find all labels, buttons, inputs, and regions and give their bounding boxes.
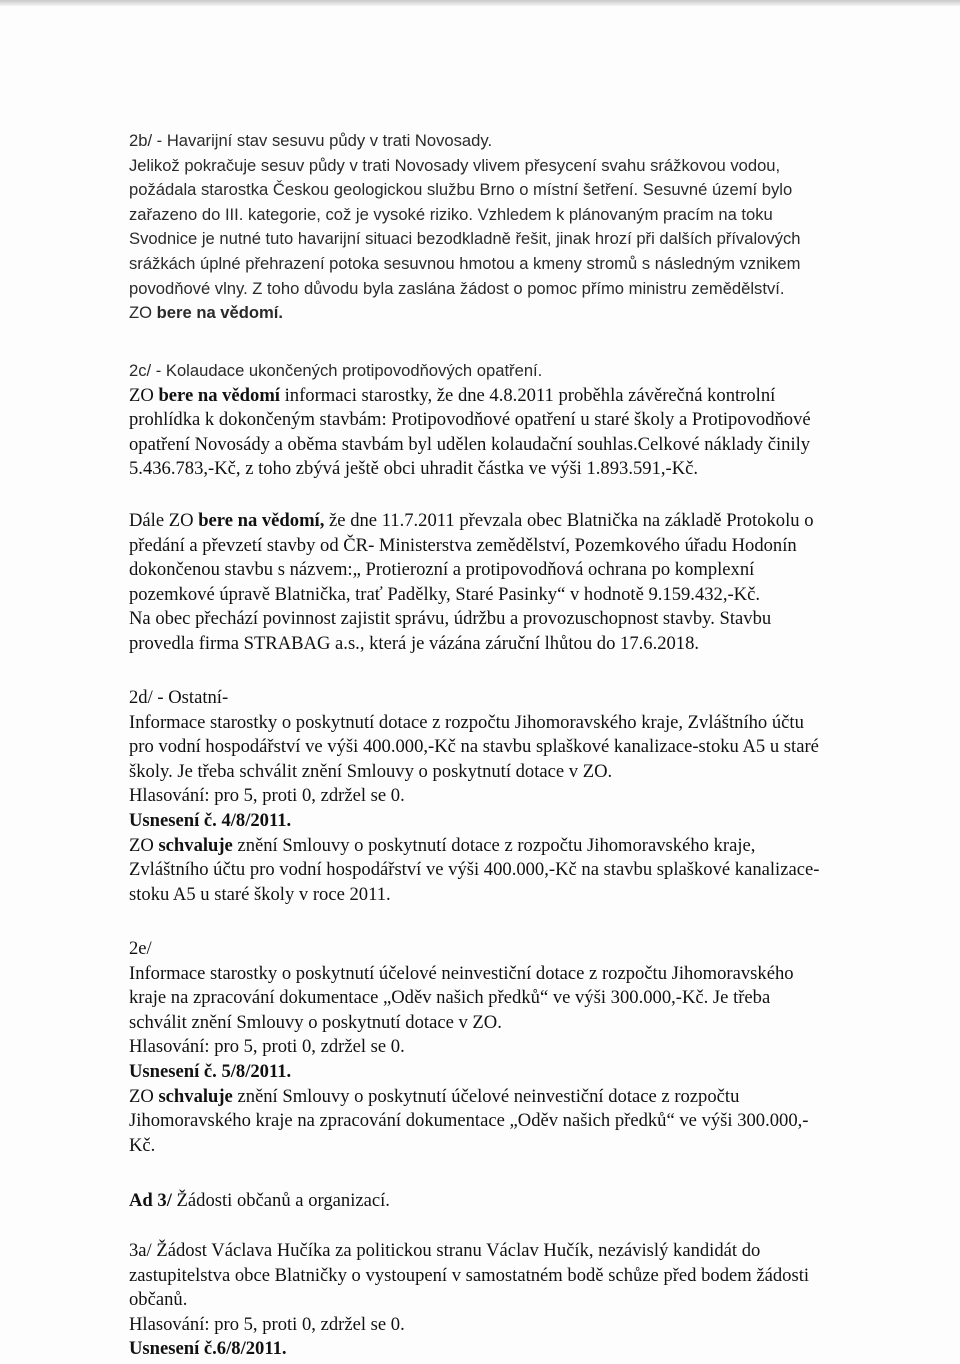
section-2d-line-5 bbox=[129, 834, 957, 859]
section-2c-line-2: prohlídka k dokončeným stavbám: Protipovodňové opatření u staré školy a Protipovodňové bbox=[129, 409, 811, 431]
section-3a-line-1: 3a/ Žádost Václava Hučíka za politickou stranu Václav Hučík, nezávislý kandidát do bbox=[129, 1240, 761, 1261]
section-2b-line-7 bbox=[129, 301, 957, 326]
section-dale-line-6: provedla firma STRABAG a.s., která je vázána záruční lhůtou do 17.6.2018. bbox=[129, 632, 700, 654]
section-2d-voting: Hlasování: pro 5, proti 0, zdržel se 0. bbox=[129, 785, 405, 807]
section-3a-line-2: zastupitelstva obce Blatničky o vystoupení v samostatném bodě schůze před bodem žádosti bbox=[129, 1264, 810, 1286]
section-2e-line-1: Informace starostky o poskytnutí účelové neinvestiční dotace z rozpočtu Jihomoravského bbox=[129, 962, 794, 984]
bold-phrase: schvaluje bbox=[158, 834, 233, 856]
section-2c-title: 2c/ - Kolaudace ukončených protipovodňových opatření. bbox=[129, 361, 543, 380]
bold-phrase: bere na vědomí bbox=[158, 384, 280, 406]
bold-phrase: bere na vědomí. bbox=[156, 303, 283, 323]
section-dale-line-2: předání a převzetí stavby od ČR- Ministerstva zemědělství, Pozemkového úřadu Hodonín bbox=[129, 534, 797, 556]
section-2d-line-2: pro vodní hospodářství ve výši 400.000,-Kč na stavbu splaškové kanalizace-stoku A5 u staré bbox=[129, 736, 819, 758]
section-2e-voting: Hlasování: pro 5, proti 0, zdržel se 0. bbox=[129, 1036, 405, 1058]
section-2b-line-1: Jelikož pokračuje sesuv půdy v trati Novosady vlivem přesycení svahu srážkovou vodou, bbox=[129, 155, 781, 175]
section-dale-line-1 bbox=[129, 509, 957, 534]
section-2e-line-6: Jihomoravského kraje na zpracování dokumentace „Oděv našich předků“ ve výši 300.000,- bbox=[129, 1110, 809, 1132]
section-2c bbox=[129, 359, 957, 482]
section-2b-line-3: zařazeno do III. kategorie, což je vysoké riziko. Vzhledem k plánovaným pracím na toku bbox=[129, 204, 773, 224]
section-2d-title: 2d/ - Ostatní- bbox=[129, 687, 229, 708]
section-2c-line-4: 5.436.783,-Kč, z toho zbývá ještě obci uhradit částka ve výši 1.893.591,-Kč. bbox=[129, 458, 699, 480]
section-2d-line-7: stoku A5 u staré školy v roce 2011. bbox=[129, 883, 391, 905]
bold-phrase: schvaluje bbox=[158, 1085, 233, 1107]
zo-label: ZO bbox=[129, 1085, 159, 1107]
section-2e-line-2: kraje na zpracování dokumentace „Oděv našich předků“ ve výši 300.000,-Kč. Je třeba bbox=[129, 987, 771, 1009]
section-3a-voting: Hlasování: pro 5, proti 0, zdržel se 0. bbox=[129, 1313, 405, 1335]
bold-phrase: bere na vědomí, bbox=[198, 510, 325, 531]
section-3a-line-3: občanů. bbox=[129, 1289, 188, 1311]
zo-label: ZO bbox=[129, 384, 159, 406]
section-3a-resolution: Usnesení č.6/8/2011. bbox=[129, 1338, 287, 1360]
section-2c-line-3: opatření Novosády a oběma stavbám byl udělen kolaudační souhlas.Celkové náklady činily bbox=[129, 433, 811, 455]
section-2b bbox=[129, 129, 957, 326]
section-dale-line-5: Na obec přechází povinnost zajistit správu, údržbu a provozuschopnost stavby. Stavbu bbox=[129, 608, 772, 630]
section-2b-line-2: požádala starostka Českou geologickou službu Brno o místní šetření. Sesuvné území bylo bbox=[129, 180, 793, 200]
section-dale-line-3: dokončenou stavbu s názvem:„ Protierozní a protipovodňová ochrana po komplexní bbox=[129, 559, 755, 581]
line-text: že dne 11.7.2011 převzala obec Blatnička na základě Protokolu o bbox=[324, 510, 814, 531]
section-3a bbox=[129, 1239, 957, 1362]
section-2b-line-5: srážkách úplné přehrazení potoka sesuvnou hmotou a kmeny stromů s následným vznikem bbox=[129, 253, 801, 273]
zo-label: ZO bbox=[129, 834, 159, 856]
line-text: znění Smlouvy o poskytnutí dotace z rozpočtu Jihomoravského kraje, bbox=[232, 834, 756, 856]
section-dale-line-4: pozemkové úpravě Blatnička, trať Padělky, Staré Pasinky“ v hodnotě 9.159.432,-Kč. bbox=[129, 583, 761, 605]
zo-label: ZO bbox=[129, 303, 157, 323]
line-text: znění Smlouvy o poskytnutí účelové neinvestiční dotace z rozpočtu bbox=[232, 1085, 740, 1107]
section-2d-line-1: Informace starostky o poskytnutí dotace z rozpočtu Jihomoravského kraje, Zvláštního účtu bbox=[129, 711, 804, 733]
line-text: informaci starostky, že dne 4.8.2011 proběhla závěrečná kontrolní bbox=[279, 384, 776, 406]
section-dale bbox=[129, 509, 957, 657]
line-text: Dále ZO bbox=[129, 510, 199, 531]
section-2b-title: 2b/ - Havarijní stav sesuvu půdy v trati Novosady. bbox=[129, 131, 493, 150]
scan-top-edge bbox=[0, 0, 960, 6]
section-2e-resolution: Usnesení č. 5/8/2011. bbox=[129, 1060, 292, 1082]
section-2b-line-4: Svodnice je nutné tuto havarijní situaci bezodkladně řešit, jinak hrozí při dalších přívalových bbox=[129, 229, 801, 249]
section-2e-line-5 bbox=[129, 1085, 957, 1110]
ad3-text: Žádosti občanů a organizací. bbox=[171, 1190, 390, 1211]
section-2e-line-3: schválit znění Smlouvy o poskytnutí dotace v ZO. bbox=[129, 1011, 502, 1033]
ad3-label: Ad 3/ bbox=[129, 1190, 172, 1211]
section-2d bbox=[129, 686, 957, 907]
section-2d-line-3: školy. Je třeba schválit znění Smlouvy o poskytnutí dotace v ZO. bbox=[129, 760, 613, 782]
section-2e-title: 2e/ bbox=[129, 938, 152, 959]
section-2d-resolution: Usnesení č. 4/8/2011. bbox=[129, 809, 292, 831]
section-2e-line-7: Kč. bbox=[129, 1134, 156, 1156]
section-2b-line-6: povodňové vlny. Z toho důvodu byla zaslána žádost o pomoc přímo ministru zemědělství. bbox=[129, 278, 785, 298]
ad3-heading bbox=[129, 1189, 957, 1214]
section-2e bbox=[129, 937, 957, 1158]
section-2c-line-1 bbox=[129, 384, 957, 409]
section-2d-line-6: Zvláštního účtu pro vodní hospodářství ve výši 400.000,-Kč na stavbu splaškové kanalizace- bbox=[129, 859, 820, 881]
